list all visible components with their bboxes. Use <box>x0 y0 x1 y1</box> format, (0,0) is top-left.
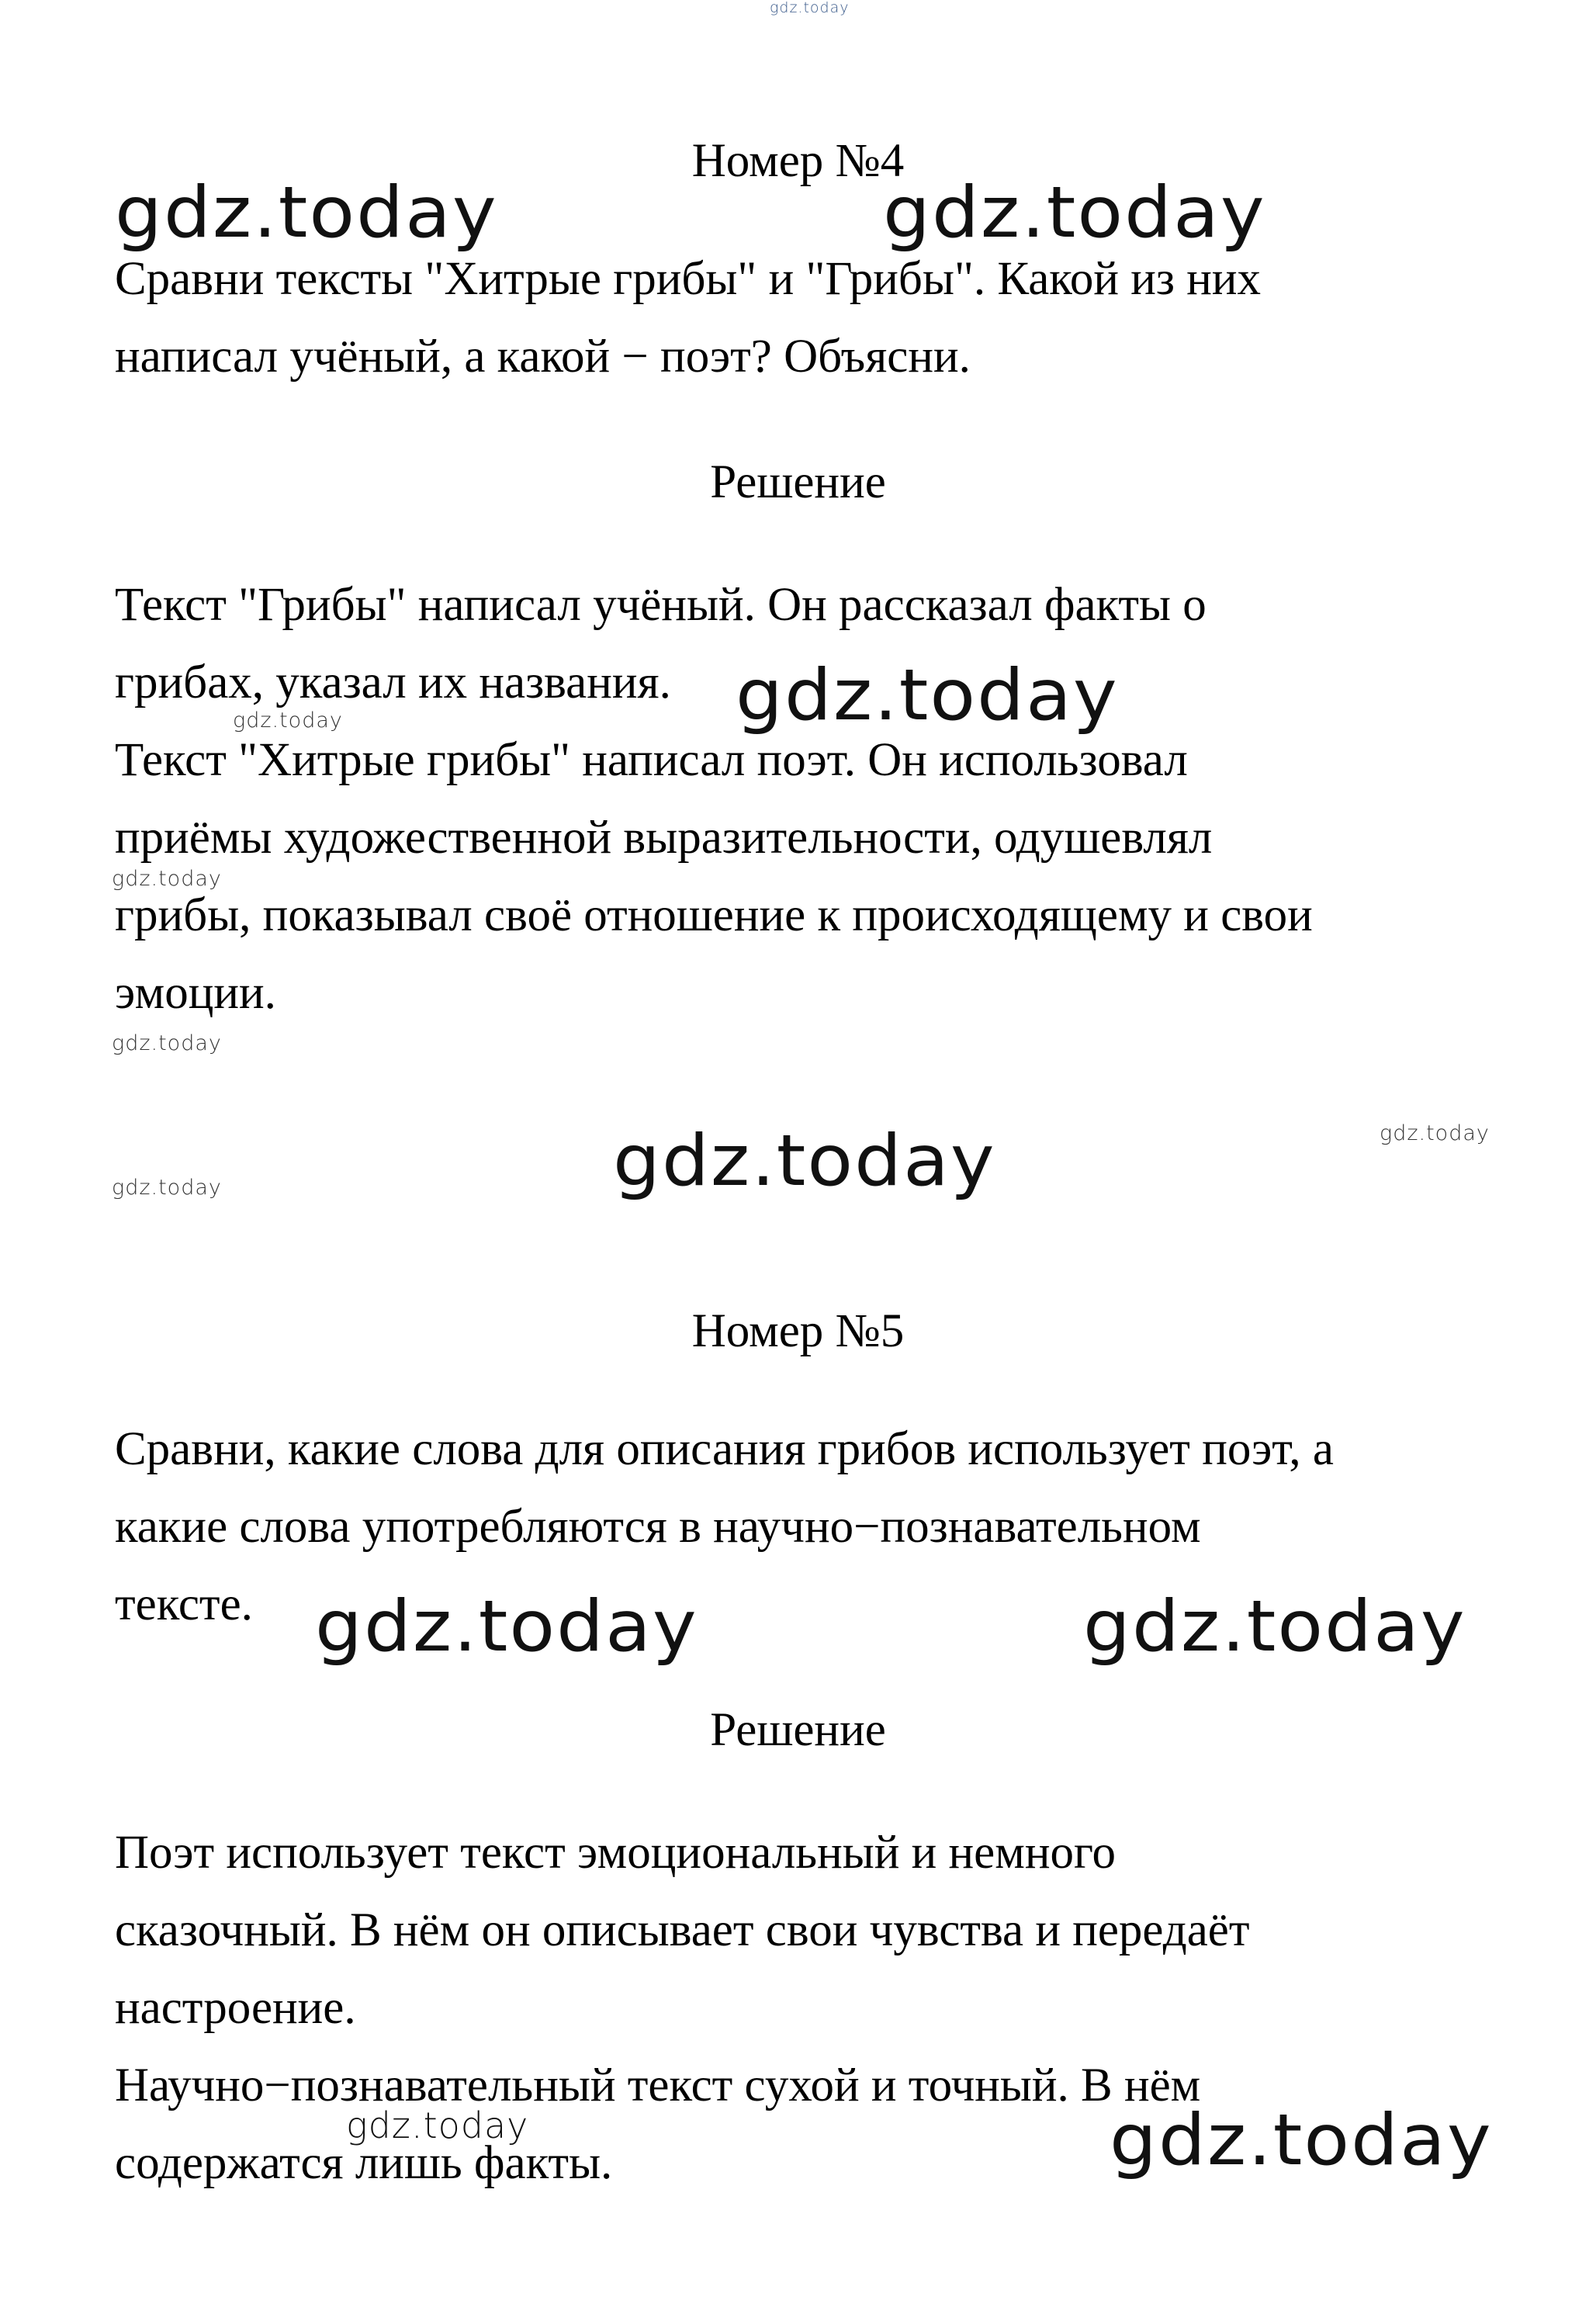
answer-line: Поэт использует текст эмоциональный и немного <box>115 1827 1116 1879</box>
watermark-large: gdz.today <box>1110 2098 1493 2181</box>
answer-line: грибах, указал их названия. <box>115 656 671 708</box>
answer-line: содержатся лишь факты. <box>115 2137 613 2189</box>
answer-line: приёмы художественной выразительности, одушевлял <box>115 812 1213 864</box>
answer-line: Текст "Грибы" написал учёный. Он рассказал факты о <box>115 579 1207 631</box>
answer-line: Текст "Хитрые грибы" написал поэт. Он использовал <box>115 734 1188 786</box>
watermark-small: gdz.today <box>1380 1121 1490 1145</box>
watermark-large: gdz.today <box>115 171 498 254</box>
watermark-large: gdz.today <box>883 171 1266 254</box>
watermark-large: gdz.today <box>315 1585 698 1668</box>
watermark-large: gdz.today <box>1083 1585 1466 1668</box>
watermark-top: gdz.today <box>770 0 850 16</box>
watermark-small: gdz.today <box>112 867 222 891</box>
watermark-small: gdz.today <box>112 1031 222 1055</box>
question-line: Сравни, какие слова для описания грибов использует поэт, а <box>115 1423 1334 1475</box>
answer-line: грибы, показывал своё отношение к происходящему и свои <box>115 889 1313 941</box>
answer-line: сказочный. В нём он описывает свои чувства и передаёт <box>115 1904 1250 1956</box>
problem-4-solution-heading: Решение <box>710 456 886 508</box>
problem-4-question <box>115 241 1527 396</box>
problem-5-title: Номер №5 <box>691 1305 905 1357</box>
question-line: Сравни тексты "Хитрые грибы" и "Грибы". Какой из них <box>115 253 1262 305</box>
problem-5-solution-heading: Решение <box>710 1704 886 1756</box>
problem-4-title: Номер №4 <box>691 135 905 187</box>
question-line: какие слова употребляются в научно−познавательном <box>115 1501 1201 1553</box>
watermark-small: gdz.today <box>233 708 343 733</box>
answer-line: эмоции. <box>115 967 276 1019</box>
watermark-small: gdz.today <box>112 1176 222 1200</box>
question-line: написал учёный, а какой − поэт? Объясни. <box>115 331 971 383</box>
problem-4-answer <box>115 566 1527 1032</box>
question-line: тексте. <box>115 1578 253 1630</box>
answer-line: Научно−познавательный текст сухой и точный. В нём <box>115 2059 1201 2111</box>
watermark-large: gdz.today <box>613 1119 996 1202</box>
answer-line: настроение. <box>115 1982 356 2034</box>
watermark-large: gdz.today <box>736 653 1119 736</box>
watermark-medium: gdz.today <box>346 2104 529 2146</box>
